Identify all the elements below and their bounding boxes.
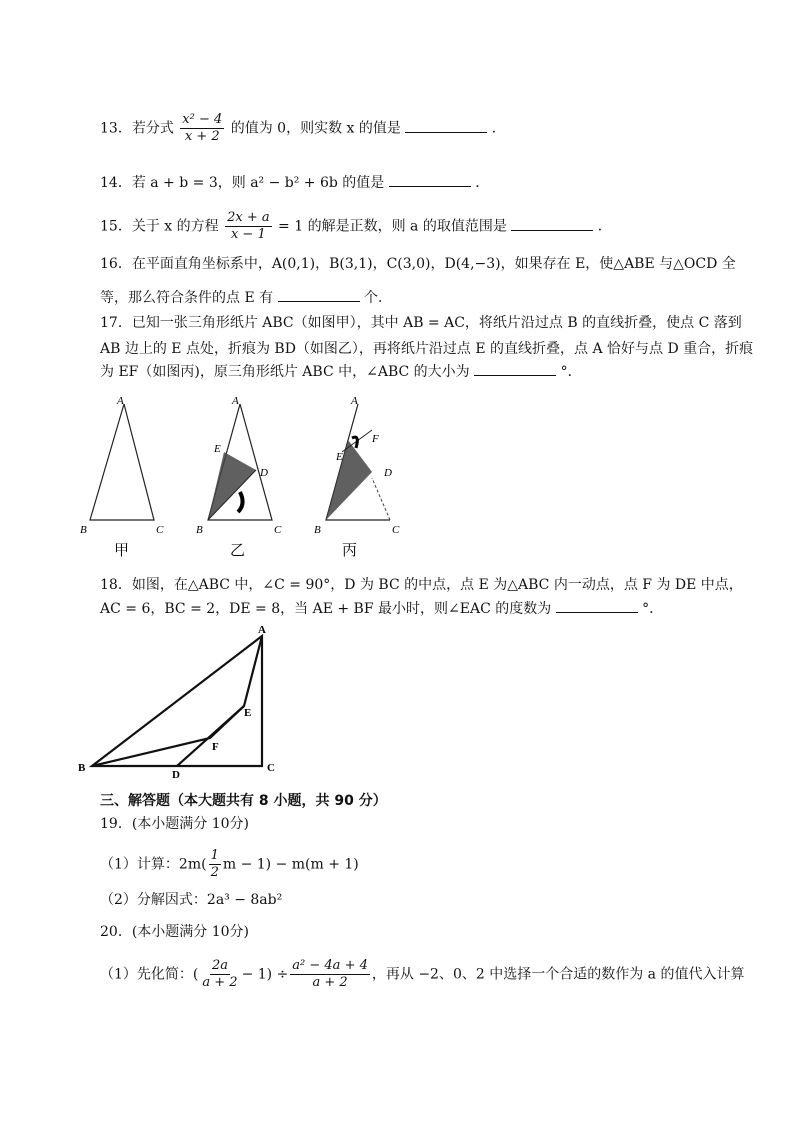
- fig18-label-a: A: [258, 624, 266, 636]
- q18-text: AC = 6，BC = 2，DE = 8，当 AE + BF 最小时，则∠EAC 的度数为: [100, 601, 552, 617]
- q15-denominator: x − 1: [230, 227, 266, 242]
- question-19-part-1: [100, 848, 359, 881]
- q13-prefix: 13．若分式: [100, 120, 174, 137]
- q13-end: ．: [491, 120, 506, 137]
- question-18-line1: 18．如图，在△ABC 中，∠C = 90°，D 为 BC 的中点，点 E 为△ABC 内一动点，点 F 为 DE 中点，: [100, 577, 743, 593]
- question-20-part-1: [100, 958, 744, 991]
- fig18-label-f: F: [212, 741, 219, 753]
- q15-numerator: 2x + a: [227, 210, 270, 225]
- q17-answer-blank[interactable]: [474, 361, 556, 376]
- q19-p1-prefix: （1）计算：2m(: [100, 856, 207, 873]
- q18-answer-blank[interactable]: [556, 598, 638, 613]
- figure-17-triangle-bing: [314, 395, 400, 559]
- q15-end: ．: [597, 218, 612, 235]
- q20-p1-prefix: （1）先化简：(: [100, 966, 199, 983]
- figure-17: [72, 390, 412, 565]
- q20-f1-numerator: 2a: [211, 958, 228, 973]
- q19-p1-denominator: 2: [210, 865, 219, 880]
- question-19-header: 19．(本小题满分 10分): [100, 816, 250, 832]
- q20-p1-middle: − 1) ÷: [241, 966, 289, 983]
- fig17-bing-label-b: B: [314, 524, 321, 536]
- q14-end: ．: [475, 175, 490, 191]
- question-17-line1: 17．已知一张三角形纸片 ABC（如图甲），其中 AB = AC，将纸片沿过点 B 的直线折叠，使点 C 落到: [100, 315, 742, 331]
- q19-p1-suffix: m − 1) − m(m + 1): [222, 856, 359, 873]
- q20-fraction-1: [200, 958, 239, 991]
- fig17-caption-yi: 乙: [230, 543, 246, 559]
- q13-denominator: x + 2: [184, 129, 220, 144]
- fig18-label-e: E: [244, 707, 252, 719]
- figure-17-triangle-yi: [196, 395, 282, 559]
- fig17-jia-label-b: B: [80, 524, 87, 536]
- fig17-caption-jia: 甲: [114, 543, 130, 559]
- q20-f2-denominator: a + 2: [312, 975, 348, 990]
- q14-answer-blank[interactable]: [389, 172, 471, 187]
- q20-fraction-2: [290, 958, 370, 991]
- q15-answer-blank[interactable]: [511, 216, 593, 231]
- q13-numerator: x² − 4: [182, 112, 223, 127]
- fig17-yi-label-e: E: [214, 443, 221, 455]
- q15-prefix: 15．关于 x 的方程: [100, 218, 219, 235]
- question-16-line1: 16．在平面直角坐标系中，A(0,1)，B(3,1)，C(3,0)，D(4,−3)，如果存在 E，使△ABE 与△OCD 全: [100, 256, 736, 272]
- fig18-label-b: B: [78, 762, 86, 774]
- q15-text: = 1 的解是正数，则 a 的取值范围是: [278, 218, 507, 235]
- q16-answer-blank[interactable]: [278, 287, 360, 302]
- fig17-yi-label-c: C: [274, 524, 282, 536]
- q19-p1-fraction: [209, 848, 221, 881]
- question-13: [100, 112, 506, 145]
- question-16-line2: [100, 287, 392, 308]
- fig17-jia-label-a: A: [117, 395, 124, 407]
- question-17-line3: [100, 361, 582, 382]
- fig18-label-c: C: [267, 762, 275, 774]
- q20-f1-denominator: a + 2: [202, 975, 238, 990]
- q20-p1-suffix: ，再从 −2、0、2 中选择一个合适的数作为 a 的值代入计算: [371, 966, 745, 983]
- q17-end: °．: [560, 364, 582, 380]
- q17-text: 为 EF（如图丙)，原三角形纸片 ABC 中，∠ABC 的大小为: [100, 364, 470, 380]
- q15-fraction: [225, 210, 272, 243]
- q19-p1-numerator: 1: [210, 848, 219, 863]
- q13-text: 的值为 0，则实数 x 的值是: [230, 120, 401, 137]
- question-18-line2: [100, 598, 663, 619]
- question-19-part-2: （2）分解因式：2a³ − 8ab²: [100, 892, 283, 908]
- q16-end: 个．: [364, 290, 393, 306]
- q20-f2-numerator: a² − 4a + 4: [292, 958, 368, 973]
- section-3-heading: 三、解答题（本大题共有 8 小题，共 90 分）: [100, 793, 387, 809]
- question-15: [100, 210, 612, 243]
- fig17-bing-label-f: F: [372, 433, 379, 445]
- q18-end: °．: [642, 601, 664, 617]
- question-17-line2: AB 边上的 E 点处，折痕为 BD（如图乙），再将纸片沿过点 E 的直线折叠，点 A 恰好与点 D 重合，折痕: [100, 341, 754, 357]
- figure-17-triangle-jia: [80, 395, 164, 559]
- question-14: [100, 172, 489, 193]
- fig17-yi-label-d: D: [260, 467, 268, 479]
- fig17-caption-bing: 丙: [342, 543, 358, 559]
- q13-answer-blank[interactable]: [405, 118, 487, 133]
- question-20-header: 20．(本小题满分 10分): [100, 924, 250, 940]
- fig17-bing-label-c: C: [392, 524, 400, 536]
- fig18-label-d: D: [172, 769, 180, 780]
- fig17-yi-label-a: A: [232, 395, 239, 407]
- fig17-bing-label-d: D: [384, 467, 392, 479]
- fig17-bing-label-e: E: [336, 451, 343, 463]
- figure-18: [70, 620, 290, 780]
- q13-fraction: [180, 112, 224, 145]
- q14-text: 14．若 a + b = 3，则 a² − b² + 6b 的值是: [100, 175, 385, 191]
- fig17-yi-label-b: B: [196, 524, 203, 536]
- fig17-jia-label-c: C: [156, 524, 164, 536]
- fig17-bing-label-a: A: [351, 395, 358, 407]
- q16-text: 等，那么符合条件的点 E 有: [100, 290, 274, 306]
